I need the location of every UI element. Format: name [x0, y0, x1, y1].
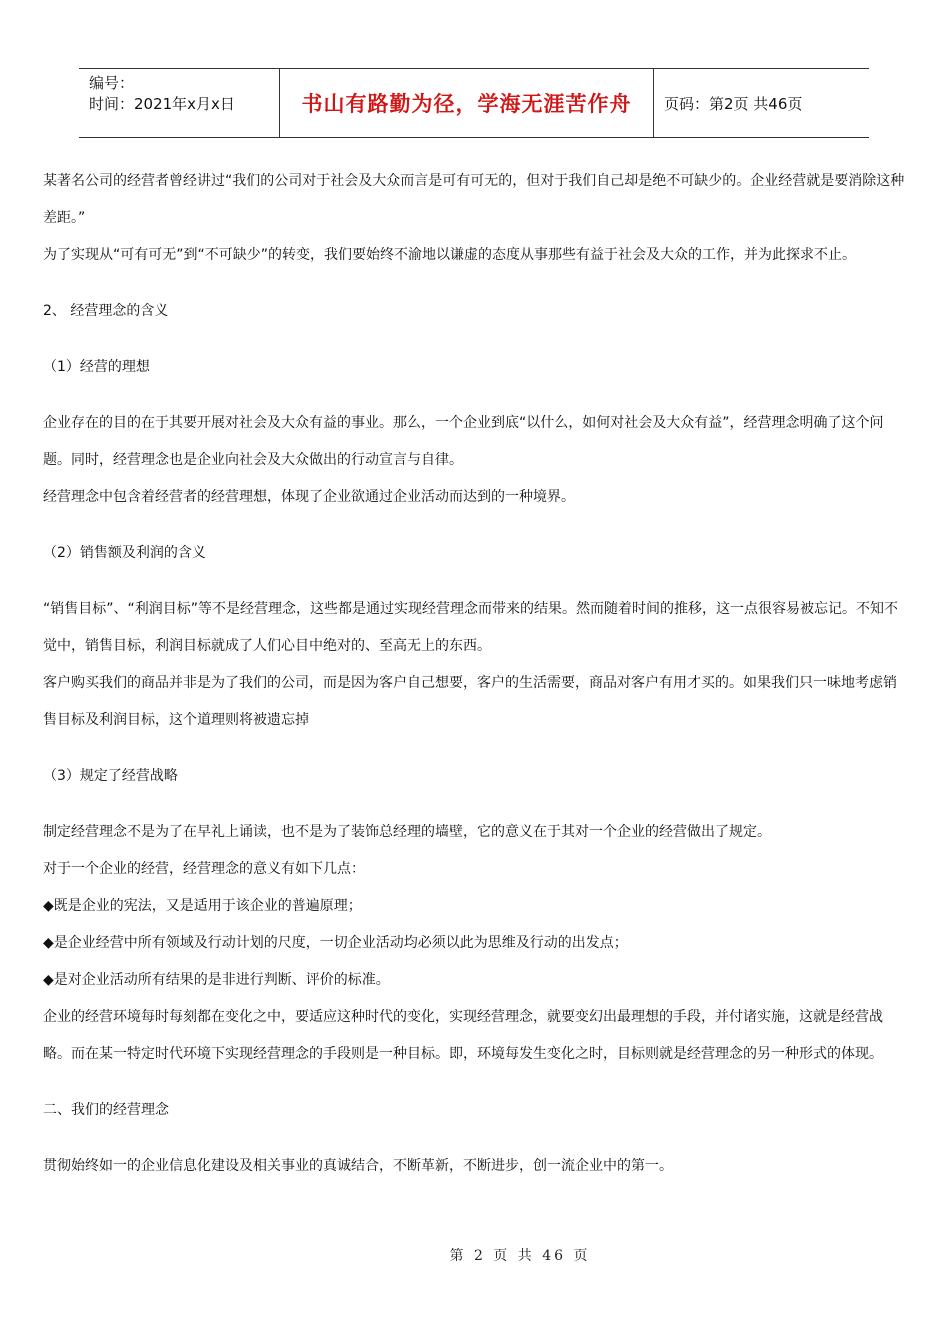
bullet-item: ◆既是企业的宪法，又是适用于该企业的普遍原理；	[43, 898, 362, 914]
header-page-label: 页码：第2页 共46页	[664, 94, 803, 113]
subsection-heading: （2）销售额及利润的含义	[43, 545, 206, 561]
document-header	[79, 68, 869, 138]
section-heading: 2、 经营理念的含义	[43, 303, 169, 319]
paragraph: 对于一个企业的经营，经营理念的意义有如下几点：	[43, 861, 365, 877]
section-heading: 二、我们的经营理念	[43, 1102, 169, 1118]
paragraph: 为了实现从“可有可无”到“不可缺少”的转变，我们要始终不渝地以谦虚的态度从事那些有益于社会及大众的工作，并为此探求不止。	[43, 247, 857, 263]
bullet-item: ◆是企业经营中所有领域及行动计划的尺度，一切企业活动均必须以此为思维及行动的出发点；	[43, 935, 628, 951]
document-body	[43, 163, 909, 1185]
paragraph: 贯彻始终如一的企业信息化建设及相关事业的真诚结合，不断革新，不断进步，创一流企业中的第一。	[43, 1158, 673, 1174]
page-footer: 第 2 页 共 46 页	[449, 1248, 591, 1264]
paragraph: 客户购买我们的商品并非是为了我们的公司，而是因为客户自己想要，客户的生活需要，商品对客户有用才买的。如果我们只一味地考虑销售目标及利润目标，这个道理则将被遗忘掉	[43, 675, 897, 728]
document-date-label: 时间：2021年x月x日	[89, 95, 235, 113]
document-number-label: 编号：	[89, 74, 135, 92]
header-info-cell	[79, 69, 280, 137]
paragraph: 某著名公司的经营者曾经讲过“我们的公司对于社会及大众而言是可有可无的，但对于我们自己却是绝不可缺少的。企业经营就是要消除这种差距。”	[43, 173, 905, 226]
bullet-item: ◆是对企业活动所有结果的是非进行判断、评价的标准。	[43, 972, 390, 988]
header-page-cell	[654, 69, 869, 137]
header-motto-cell	[280, 69, 654, 137]
paragraph: 制定经营理念不是为了在早礼上诵读，也不是为了装饰总经理的墙壁，它的意义在于其对一个企业的经营做出了规定。	[43, 824, 771, 840]
subsection-heading: （3）规定了经营战略	[43, 768, 178, 784]
paragraph: 企业的经营环境每时每刻都在变化之中，要适应这种时代的变化，实现经营理念，就要变幻出最理想的手段，并付诸实施，这就是经营战略。而在某一特定时代环境下实现经营理念的手段则是一种目标。即，环境每发生变化之时，目标则就是经营理念的另一种形式的体现。	[43, 1009, 883, 1062]
paragraph: 经营理念中包含着经营者的经营理想，体现了企业欲通过企业活动而达到的一种境界。	[43, 489, 575, 505]
header-motto: 书山有路勤为径，学海无涯苦作舟	[301, 92, 632, 116]
paragraph: 企业存在的目的在于其要开展对社会及大众有益的事业。那么，一个企业到底“以什么，如何对社会及大众有益”，经营理念明确了这个问题。同时，经营理念也是企业向社会及大众做出的行动宣言与自律。	[43, 415, 884, 468]
subsection-heading: （1）经营的理想	[43, 359, 150, 375]
paragraph: “销售目标”、“利润目标”等不是经营理念，这些都是通过实现经营理念而带来的结果。然而随着时间的推移，这一点很容易被忘记。不知不觉中，销售目标，利润目标就成了人们心目中绝对的、至高无上的东西。	[43, 601, 899, 654]
